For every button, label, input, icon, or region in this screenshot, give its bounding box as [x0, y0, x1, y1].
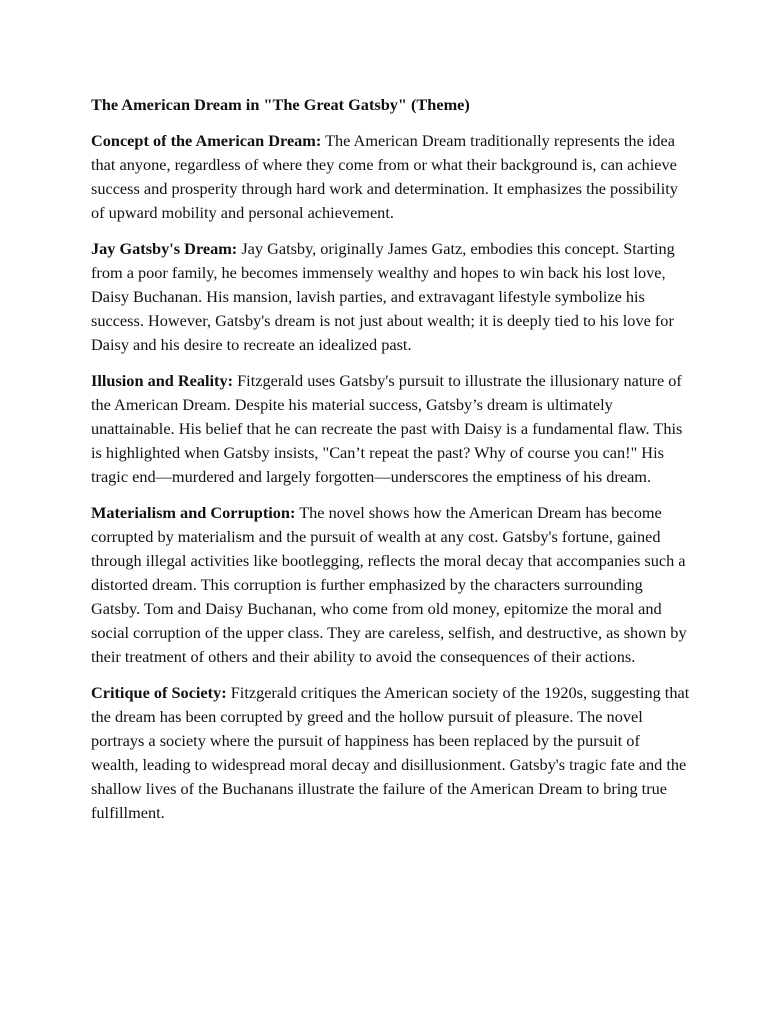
section-body: Fitzgerald critiques the American society of the 1920s, suggesting that the dream has been corrupted by greed and the hollow pursuit of pleasure. The novel portrays a society where the pursuit of happiness has been replaced by the pursuit of wealth, leading to widespread moral decay and disillusionment. Gatsby's tragic fate and the shallow lives of the Buchanans illustrate the failure of the American Dream to bring true fulfillment. — [91, 683, 690, 822]
document-page — [91, 93, 691, 837]
section-gatsby-dream — [91, 237, 691, 357]
section-heading: Illusion and Reality: — [91, 371, 234, 390]
section-illusion-reality — [91, 369, 691, 489]
section-body: The novel shows how the American Dream has become corrupted by materialism and the pursuit of wealth at any cost. Gatsby's fortune, gained through illegal activities like bootlegging, reflects the moral decay that accompanies such a distorted dream. This corruption is further emphasized by the characters surrounding Gatsby. Tom and Daisy Buchanan, who come from old money, epitomize the moral and social corruption of the upper class. They are careless, selfish, and destructive, as shown by their treatment of others and their ability to avoid the consequences of their actions. — [91, 503, 687, 666]
section-heading: Jay Gatsby's Dream: — [91, 239, 238, 258]
section-body: Jay Gatsby, originally James Gatz, embodies this concept. Starting from a poor family, he becomes immensely wealthy and hopes to win back his lost love, Daisy Buchanan. His mansion, lavish parties, and extravagant lifestyle symbolize his success. However, Gatsby's dream is not just about wealth; it is deeply tied to his love for Daisy and his desire to recreate an idealized past. — [91, 239, 675, 354]
section-critique — [91, 681, 691, 825]
section-heading: Critique of Society: — [91, 683, 227, 702]
section-body: Fitzgerald uses Gatsby's pursuit to illustrate the illusionary nature of the American Dream. Despite his material success, Gatsby’s dream is ultimately unattainable. His belief that he can recreate the past with Daisy is a fundamental flaw. This is highlighted when Gatsby insists, "Can’t repeat the past? Why of course you can!" His tragic end—murdered and largely forgotten—underscores the emptiness of his dream. — [91, 371, 683, 486]
section-heading: Concept of the American Dream: — [91, 131, 322, 150]
section-body: The American Dream traditionally represents the idea that anyone, regardless of where they come from or what their background is, can achieve success and prosperity through hard work and determination. It emphasizes the possibility of upward mobility and personal achievement. — [91, 131, 678, 222]
section-materialism — [91, 501, 691, 669]
section-concept — [91, 129, 691, 225]
document-title: The American Dream in "The Great Gatsby" (Theme) — [91, 95, 470, 114]
section-heading: Materialism and Corruption: — [91, 503, 296, 522]
